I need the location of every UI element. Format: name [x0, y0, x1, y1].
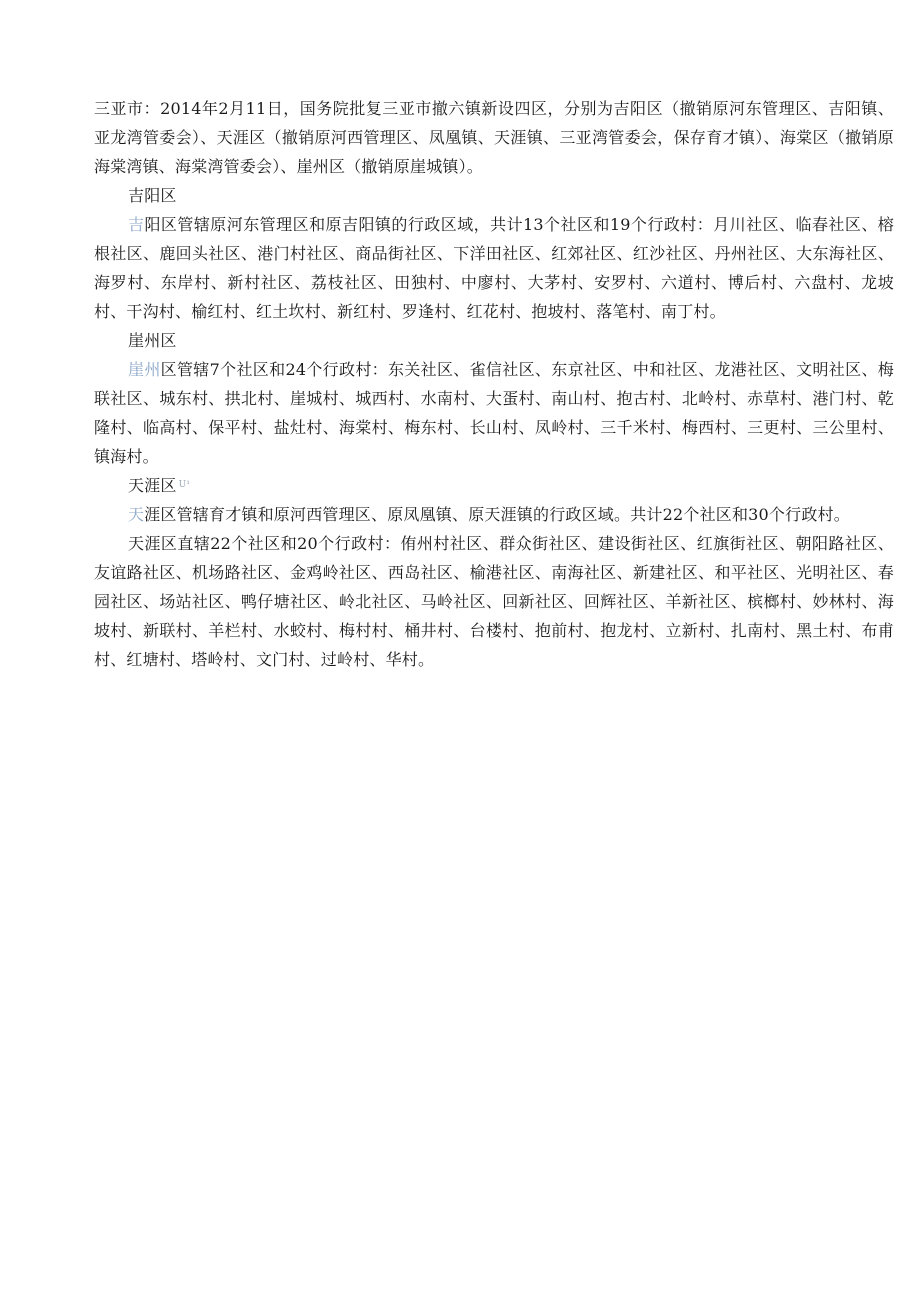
intro-paragraph: 三亚市：2014年2月11日，国务院批复三亚市撤六镇新设四区，分别为吉阳区（撤销原河东管理区、吉阳镇、亚龙湾管委会）、天涯区（撤销原河西管理区、凤凰镇、天涯镇、三亚湾管委会，保存育才镇）、海棠区（撤销原海棠湾镇、海棠湾管委会）、崖州区（撤销原崖城镇）。: [94, 99, 894, 176]
paragraph-body: 涯区管辖育才镇和原河西管理区、原凤凰镇、原天涯镇的行政区域。共计22个社区和30个行政村。: [144, 505, 850, 524]
tianya-paragraph-2: 天涯区直辖22个社区和20个行政村：侑州村社区、群众街社区、建设街社区、红旗街社区、朝阳路社区、友谊路社区、机场路社区、金鸡岭社区、西岛社区、榆港社区、南海社区、新建社区、和平社区、光明社区、春园社区、场站社区、鸭仔塘社区、岭北社区、马岭社区、回新社区、回辉社区、羊新社区、槟榔村、妙林村、海坡村、新联村、羊栏村、水蛟村、梅村村、桶井村、台楼村、抱前村、抱龙村、立新村、扎南村、黑土村、布甫村、红塘村、塔岭村、文门村、过岭村、华村。: [94, 534, 894, 669]
jiyang-paragraph: [94, 210, 894, 326]
paragraph-body: 区管辖7个社区和24个行政村：东关社区、雀信社区、东京社区、中和社区、龙港社区、文明社区、梅联社区、城东村、拱北村、崖城村、城西村、水南村、大蛋村、南山村、抱古村、北岭村、赤草村、港门村、乾隆村、临高村、保平村、盐灶村、海棠村、梅东村、长山村、凤岭村、三千米村、梅西村、三更村、三公里村、镇海村。: [94, 360, 894, 466]
paragraph-body: 阳区管辖原河东管理区和原吉阳镇的行政区域，共计13个社区和19个行政村：月川社区、临春社区、榕根社区、鹿回头社区、港门村社区、商品街社区、下洋田社区、红郊社区、红沙社区、丹州社区、大东海社区、海罗村、东岸村、新村社区、荔枝社区、田独村、中廖村、大茅村、安罗村、六道村、博后村、六盘村、龙坡村、干沟村、榆红村、红土坎村、新红村、罗逢村、红花村、抱坡村、落笔村、南丁村。: [94, 215, 895, 321]
section-heading-jiyang: [94, 181, 894, 210]
heading-text: 天涯区: [128, 476, 177, 495]
first-char-accent: 崖州: [128, 360, 161, 379]
heading-mark: U¹: [178, 480, 191, 490]
section-heading-tianya: [94, 471, 894, 500]
yazhou-paragraph: [94, 355, 894, 471]
heading-text: 崖州区: [128, 331, 177, 350]
heading-text: 吉阳区: [128, 186, 177, 205]
document-page: [94, 94, 894, 674]
first-char-accent: 天: [128, 505, 145, 524]
tianya-paragraph: [94, 500, 894, 529]
section-heading-yazhou: [94, 326, 894, 355]
first-char-accent: 吉: [128, 215, 145, 234]
